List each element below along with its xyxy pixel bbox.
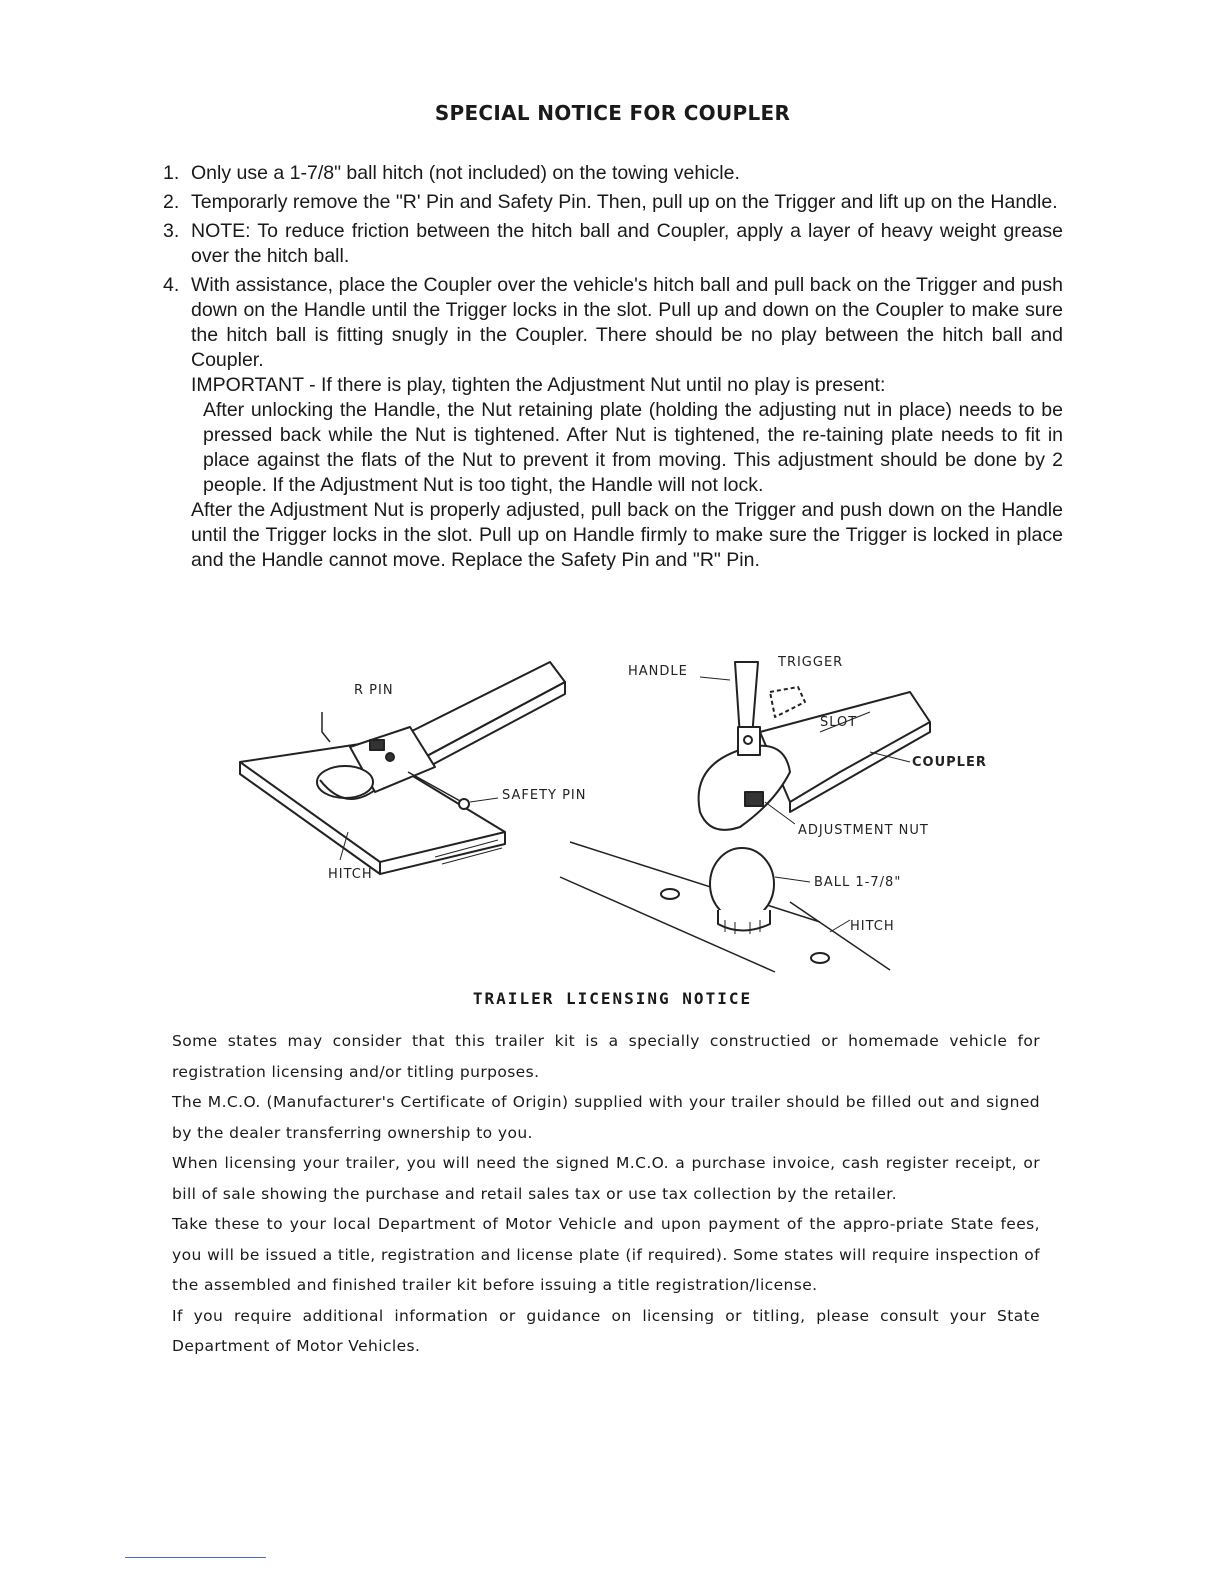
after-adjust-text: After the Adjustment Nut is properly adjusted, pull back on the Trigger and push down on the Handle until the Trigger locks in the slot. Pull up on Handle firmly to make sure the Trigger is locked in place and the Handle cannot move. Replace the Safety Pin and "R" Pin. [191,499,1063,571]
licensing-notice [172,1026,1040,1362]
footer-rule [125,1557,266,1558]
label-safety-pin: SAFETY PIN [502,788,587,803]
label-hitch-left: HITCH [328,867,373,882]
instruction-steps [163,161,1063,577]
step-text: Only use a 1-7/8" ball hitch (not included) on the towing vehicle. [191,162,740,184]
step-text: NOTE: To reduce friction between the hitch ball and Coupler, apply a layer of heavy weight grease over the hitch ball. [191,220,1063,267]
label-ball: BALL 1-7/8" [814,875,902,890]
important-detail: After unlocking the Handle, the Nut retaining plate (holding the adjusting nut in place) needs to be pressed back while the Nut is tightened. After Nut is tightened, the re-taining plate needs to fit in place against the flats of the Nut to prevent it from moving. This adjustment should be done by 2 people. If the Adjustment Nut is too tight, the Handle will not lock. [203,399,1063,496]
step-4 [163,273,1063,573]
label-coupler: COUPLER [912,755,987,770]
notice-paragraph: Take these to your local Department of Motor Vehicle and upon payment of the appro-priate State fees, you will be issued a title, registration and license plate (if required). Some states will require inspection of the assembled and finished trailer kit before issuing a title registration/license. [172,1215,1040,1294]
coupler-diagram [230,652,1010,982]
notice-title: TRAILER LICENSING NOTICE [472,989,753,1008]
important-note: IMPORTANT - If there is play, tighten the Adjustment Nut until no play is present: [191,374,886,396]
label-hitch-right: HITCH [850,919,895,934]
step-number: 4. [163,274,180,296]
step-1 [163,161,1063,186]
step-number: 3. [163,220,180,242]
label-handle: HANDLE [628,664,688,679]
notice-paragraph: Some states may consider that this trailer kit is a specially constructied or homemade vehicle for registration licensing and/or titling purposes. [172,1032,1040,1081]
notice-paragraph: When licensing your trailer, you will need the signed M.C.O. a purchase invoice, cash register receipt, or bill of sale showing the purchase and retail sales tax or use tax collection by the retailer. [172,1154,1040,1203]
notice-paragraph: The M.C.O. (Manufacturer's Certificate of Origin) supplied with your trailer should be filled out and signed by the dealer transferring ownership to you. [172,1093,1040,1142]
step-number: 1. [163,162,180,184]
page-title: SPECIAL NOTICE FOR COUPLER [434,101,791,125]
step-2 [163,190,1063,215]
label-r-pin: R PIN [354,683,394,698]
label-trigger: TRIGGER [778,655,844,670]
step-text: With assistance, place the Coupler over the vehicle's hitch ball and pull back on the Trigger and push down on the Handle until the Trigger locks in the slot. Pull up and down on the Coupler to make sure the hitch ball is fitting snugly in the Coupler. There should be no play between the hitch ball and Coupler. [191,274,1063,371]
step-number: 2. [163,191,180,213]
step-text: Temporarly remove the "R' Pin and Safety Pin. Then, pull up on the Trigger and lift up on the Handle. [191,191,1058,213]
coupler-diagram-svg [230,652,1010,982]
step-3 [163,219,1063,269]
label-adjustment-nut: ADJUSTMENT NUT [798,823,929,838]
label-slot: SLOT [820,715,858,730]
notice-paragraph: If you require additional information or guidance on licensing or titling, please consult your State Department of Motor Vehicles. [172,1306,1040,1355]
